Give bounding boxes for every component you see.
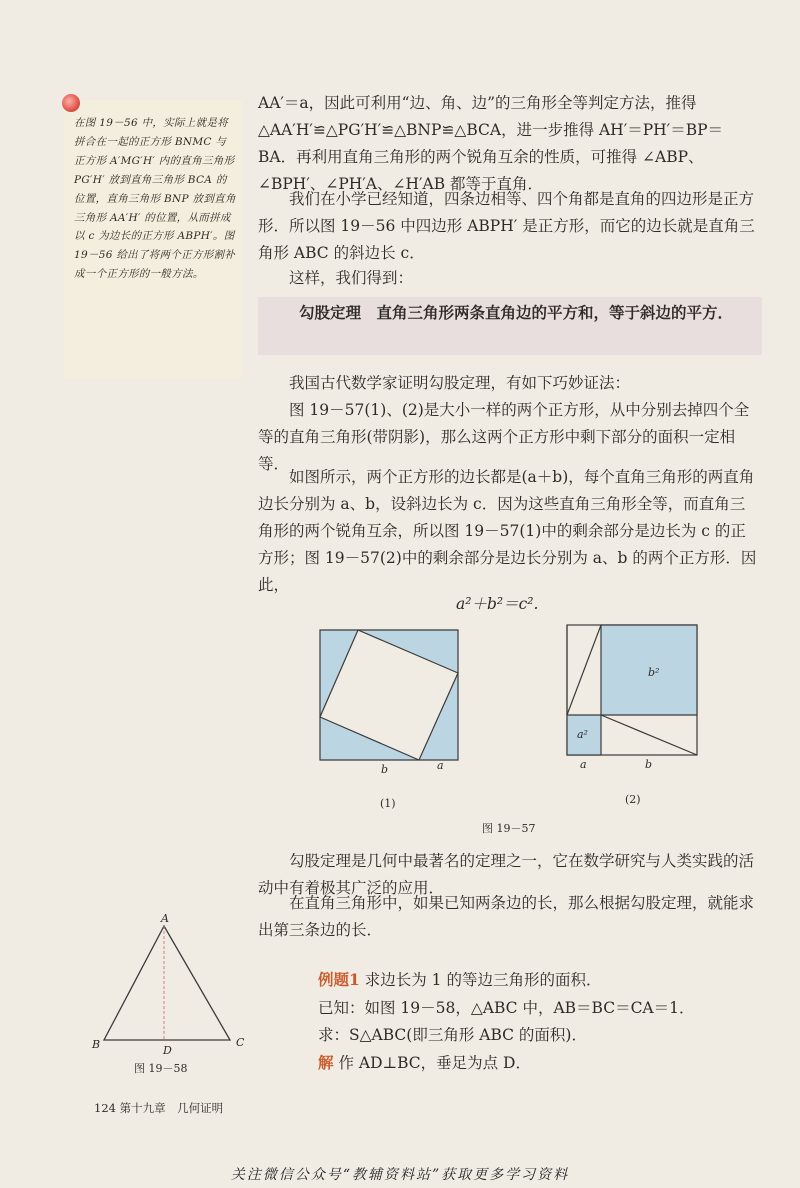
label-a-right: a [580, 758, 587, 771]
paragraph-third-side: 在直角三角形中，如果已知两条边的长，那么根据勾股定理，就能求出第三条边的长． [258, 894, 755, 939]
sublabel-2: (2) [625, 793, 641, 806]
formula-pythagoras: a²＋b²＝c². [456, 595, 539, 613]
vertex-B: B [92, 1038, 101, 1051]
vertex-A: A [161, 912, 169, 925]
example-given: 已知：如图 19－58，△ABC 中，AB＝BC＝CA＝1． [318, 999, 695, 1017]
watermark: 关注微信公众号“教辅资料站”获取更多学习资料 [230, 1167, 570, 1183]
paragraph-thus: 这样，我们得到： [289, 269, 414, 287]
page-footer: 124 第十九章 几何证明 [94, 1101, 224, 1115]
pythagorean-theorem: 勾股定理 直角三角形两条直角边的平方和，等于斜边的平方． [299, 303, 734, 322]
solution-label: 解 [318, 1053, 334, 1072]
vertex-C: C [236, 1036, 245, 1049]
figure-57-caption: 图 19－57 [482, 822, 536, 835]
sublabel-1: (1) [380, 797, 396, 810]
side-note [64, 100, 242, 378]
paragraph-importance: 勾股定理是几何中最著名的定理之一，它在数学研究与人类实践的活动中有着极其广泛的应用． [258, 852, 755, 897]
side-note-text: 在图 19－56 中，实际上就是将拼合在一起的正方形 BNMC 与正方形 A′MG′H′ 内的直角三角形 PG′H′ 放到直角三角形 BCA 的位置，直角三角形 BNP 放到直角三角形 AA′H′ 的位置，从而拼成以 c 为边长的正方形 ABPH′。图 19－56 给出了将两个正方形割补成一个正方形的一般方法。 [74, 117, 236, 281]
example-find: 求：S△ABC(即三角形 ABC 的面积)． [318, 1026, 587, 1044]
foot-D: D [163, 1044, 172, 1057]
example-solution [318, 1049, 758, 1077]
label-b-left: b [381, 763, 389, 776]
figure-58-caption: 图 19－58 [134, 1062, 188, 1075]
figure-58-triangle [94, 912, 244, 1048]
paragraph-figure-desc: 图 19－57(1)、(2)是大小一样的两个正方形，从中分别去掉四个全等的直角三角形(带阴影)，那么这两个正方形中剩下部分的面积一定相等． [258, 401, 750, 473]
solution-text: 作 AD⊥BC，垂足为点 D． [338, 1054, 531, 1072]
paragraph-proof: 如图所示，两个正方形的边长都是(a＋b)，每个直角三角形的两直角边长分别为 a、b，设斜边长为 c．因为这些直角三角形全等，而直角三角形的两个锐角互余，所以图 19－57(1)中的剩余部分是边长为 c 的正方形；图 19－57(2)中的剩余部分是边长分别为 a、b 的两个正方形．因此， [258, 468, 757, 594]
label-a-squared: a² [577, 728, 588, 741]
label-b-right: b [645, 758, 653, 771]
figure-57-left [318, 628, 460, 762]
paragraph-congruence: AA′＝a，因此可利用“边、角、边”的三角形全等判定方法，推得 △AA′H′≌△PG′H′≌△BNP≌△BCA，进一步推得 AH′＝PH′＝BP＝BA．再利用直角三角形的两个锐角互余的性质，可推得 ∠ABP、∠BPH′、∠PH′A、∠H′AB 都等于直角． [258, 94, 724, 193]
paragraph-ancient-proof: 我国古代数学家证明勾股定理，有如下巧妙证法： [289, 374, 631, 392]
paragraph-square: 我们在小学已经知道，四条边相等、四个角都是直角的四边形是正方形．所以图 19－56 中四边形 ABPH′ 是正方形，而它的边长就是直角三角形 ABC 的斜边长 c． [258, 190, 755, 262]
label-a-left: a [437, 759, 444, 772]
bead-icon [62, 94, 80, 112]
example-1 [318, 966, 758, 994]
example-text: 求边长为 1 的等边三角形的面积． [364, 971, 602, 989]
example-label: 例题1 [318, 970, 360, 989]
label-b-squared: b² [648, 666, 660, 679]
